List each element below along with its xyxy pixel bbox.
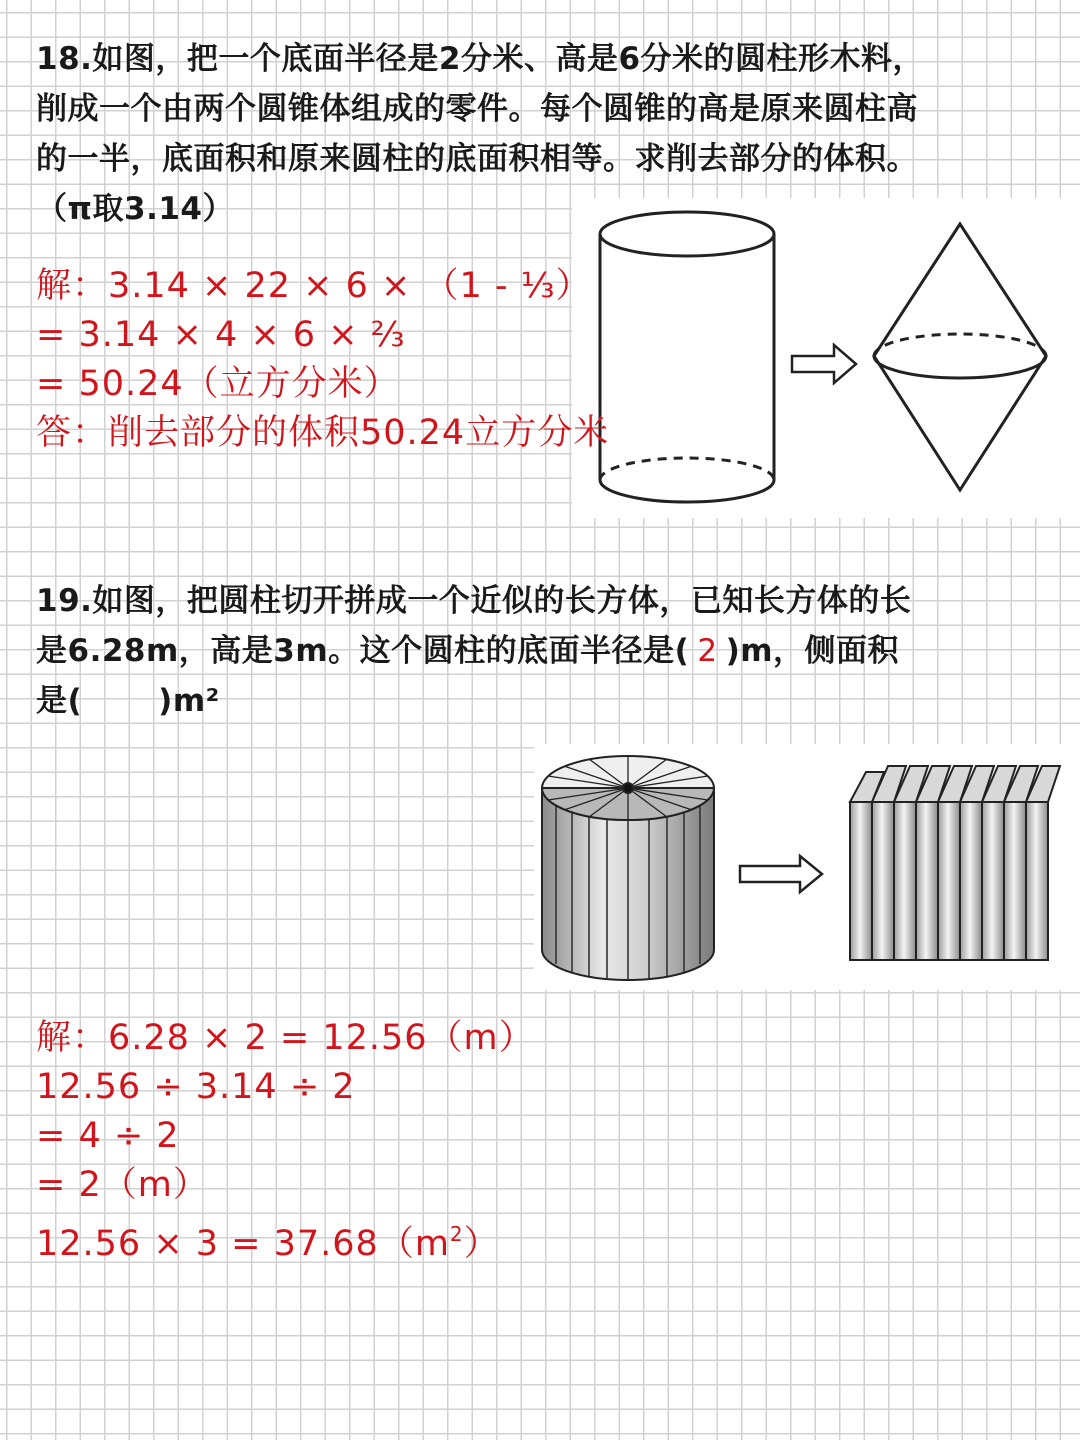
q19-line-3 [36,676,1056,726]
q18-line-4: （π取3.14） [36,191,235,227]
cylinder-bottom-front [600,480,774,502]
q19-solution-line-5-main: 12.56 × 3 = 37.68（m [36,1224,450,1264]
q18-answer-line: 答：削去部分的体积50.24立方分米 [36,413,610,453]
approximate-cuboid [850,766,1060,960]
q18-line-2: 削成一个由两个圆锥体组成的零件。每个圆锥的高是原来圆柱高 [36,91,918,127]
square-exponent: 2 [449,1222,464,1246]
q19-solution-line-1: 解：6.28 × 2 = 12.56（m） [36,1018,535,1058]
q19-line-1: 19.如图，把圆柱切开拼成一个近似的长方体，已知长方体的长 [36,583,912,619]
q19-line-2 [36,626,1056,676]
q18-solution [36,262,609,458]
q18-line-3: 的一半，底面积和原来圆柱的底面积相等。求削去部分的体积。 [36,141,918,177]
q18-solution-line-1: 解：3.14 × 22 × 6 × （1 - ⅓） [36,266,592,306]
q19-line-2-after: )m，侧面积 [725,633,900,669]
arrow-icon [740,856,822,892]
q19-solution-line-5-end: ） [463,1224,500,1264]
cone-base-front [874,356,1046,378]
q19-line-2-before: 是6.28m，高是3m。这个圆柱的底面半径是( [36,633,690,669]
q18-solution-line-2: = 3.14 × 4 × 6 × ⅔ [36,315,406,355]
figure-cylinder-to-cuboid [534,744,1080,990]
cone-outline [874,224,1046,490]
cylinder-top-ellipse [600,212,774,256]
cone-base-back [874,334,1046,356]
q19-line-3-after: )m² [158,683,220,719]
q19-solution-line-2: 12.56 ÷ 3.14 ÷ 2 [36,1067,356,1107]
q19-solution-line-3: = 4 ÷ 2 [36,1116,180,1156]
arrow-icon [792,345,856,383]
q18-solution-line-3: = 50.24（立方分米） [36,364,400,404]
figure-cylinder-to-cones [572,198,1080,518]
radius-answer-blank: 2 [697,633,718,669]
sliced-cylinder [542,756,714,980]
q19-solution-line-5 [36,1210,535,1269]
cylinder-bottom-back [600,458,774,480]
question-19 [36,576,1056,726]
q18-line-1: 18.如图，把一个底面半径是2分米、高是6分米的圆柱形木料， [36,41,925,77]
q19-solution-line-4: = 2（m） [36,1165,209,1205]
q19-line-3-before: 是( [36,683,83,719]
q19-solution [36,1014,535,1269]
